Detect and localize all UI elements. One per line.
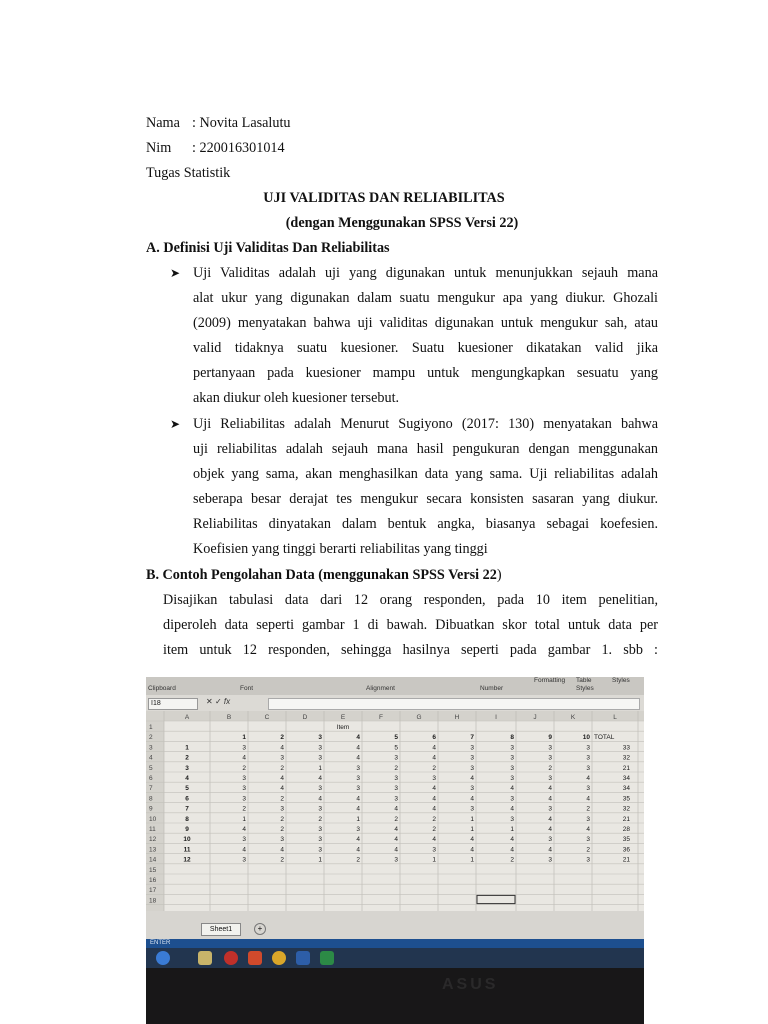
data-cell: 3 <box>242 744 246 752</box>
item-header: 1 <box>242 734 246 742</box>
item-label: Item <box>336 724 350 731</box>
paragraph-line: diperoleh data seperti gambar 1 di bawah. Dibuatkan skor total untuk data per <box>163 617 658 633</box>
ribbon-group-styles: Styles <box>576 685 594 692</box>
row-number: 13 <box>149 846 157 854</box>
item-header: 3 <box>318 734 322 742</box>
row-number: 10 <box>149 815 157 823</box>
row-number: 4 <box>149 754 153 762</box>
data-cell: 3 <box>510 815 514 823</box>
add-sheet-icon[interactable]: + <box>254 923 266 935</box>
data-cell: 4 <box>394 826 398 833</box>
data-cell: 2 <box>432 764 436 772</box>
data-cell: 4 <box>280 775 284 782</box>
data-cell: 3 <box>318 846 322 854</box>
name-box[interactable]: I18 <box>148 698 198 710</box>
data-cell: 3 <box>394 775 398 782</box>
start-icon[interactable] <box>156 951 170 965</box>
data-cell: 4 <box>394 846 398 854</box>
data-cell: 4 <box>432 795 436 803</box>
total-cell: 34 <box>622 785 630 793</box>
data-cell: 2 <box>356 856 360 864</box>
data-cell: 4 <box>356 744 360 752</box>
data-cell: 3 <box>356 764 360 772</box>
column-header: I <box>495 714 497 721</box>
data-cell: 3 <box>470 805 474 813</box>
grid-canvas <box>146 711 644 911</box>
column-header: C <box>264 714 270 721</box>
section-b-heading-close: ) <box>496 567 502 583</box>
item-header: 7 <box>470 734 474 742</box>
column-header-band <box>146 711 644 721</box>
row-number: 17 <box>149 887 157 895</box>
data-cell: 2 <box>280 764 284 772</box>
formula-bar <box>146 695 644 711</box>
bullet1-line: (2009) menyatakan bahwa uji validitas digunakan untuk mengukur sah, atau <box>193 315 658 331</box>
data-cell: 3 <box>470 785 474 793</box>
fx-label[interactable]: fx <box>223 697 231 706</box>
data-cell: 1 <box>470 826 474 833</box>
row-number: 1 <box>149 724 153 731</box>
formula-buttons <box>206 697 230 706</box>
ribbon-top-formatting: Formatting <box>534 677 566 684</box>
data-cell: 3 <box>470 744 474 752</box>
data-cell: 2 <box>586 805 590 813</box>
row-number: 11 <box>149 826 156 833</box>
total-cell: 34 <box>622 775 630 782</box>
total-cell: 32 <box>622 805 630 813</box>
bullet2-line: Reliabilitas dinyatakan dalam bentuk angka, biasanya sebagai koefesien. <box>193 516 658 532</box>
data-cell: 3 <box>318 805 322 813</box>
column-header: G <box>416 714 422 721</box>
chrome-icon[interactable] <box>272 951 286 965</box>
laptop-bezel <box>146 968 644 1024</box>
row-number: 9 <box>149 805 153 813</box>
ribbon-group-font: Font <box>240 685 254 692</box>
row-number: 5 <box>149 764 153 772</box>
item-header: 6 <box>432 734 436 742</box>
cancel-icon[interactable]: ✕ <box>206 697 213 706</box>
data-cell: 2 <box>586 846 590 854</box>
nim-label: Nim <box>146 140 172 156</box>
data-cell: 3 <box>432 775 436 782</box>
respondent-number: 10 <box>183 836 191 844</box>
row-number: 12 <box>149 836 157 844</box>
paragraph-line: item untuk 12 responden, sehingga hasilnya seperti pada gambar 1. sbb : <box>163 642 658 658</box>
data-cell: 3 <box>548 744 552 752</box>
data-cell: 3 <box>510 775 514 782</box>
bullet2-line: Koefisien yang tinggi berarti reliabilitas yang tinggi <box>193 541 488 557</box>
row-number: 8 <box>149 795 153 803</box>
data-cell: 3 <box>548 775 552 782</box>
total-cell: 21 <box>622 856 630 864</box>
data-cell: 3 <box>318 826 322 833</box>
data-cell: 1 <box>318 764 322 772</box>
data-cell: 4 <box>432 754 436 762</box>
data-cell: 3 <box>510 744 514 752</box>
total-cell: 28 <box>622 826 630 833</box>
data-cell: 4 <box>586 775 590 782</box>
column-header: L <box>613 714 617 721</box>
data-cell: 2 <box>394 764 398 772</box>
bullet1-line: alat ukur yang digunakan dalam suatu mengukur apa yang diukur. Ghozali <box>193 290 658 306</box>
data-cell: 3 <box>394 795 398 803</box>
data-cell: 2 <box>432 815 436 823</box>
data-cell: 3 <box>318 754 322 762</box>
data-cell: 1 <box>318 856 322 864</box>
powerpoint-icon[interactable] <box>248 951 262 965</box>
column-header: D <box>302 714 308 721</box>
row-number: 14 <box>149 856 157 864</box>
opera-icon[interactable] <box>224 951 238 965</box>
data-cell: 1 <box>356 815 360 823</box>
data-cell: 4 <box>470 795 474 803</box>
data-cell: 2 <box>242 764 246 772</box>
total-cell: 32 <box>622 754 630 762</box>
data-cell: 4 <box>432 836 436 844</box>
data-cell: 4 <box>280 846 284 854</box>
document-title: UJI VALIDITAS DAN RELIABILITAS <box>263 190 505 206</box>
data-cell: 4 <box>548 846 552 854</box>
ribbon-group-alignment: Alignment <box>366 685 395 692</box>
row-number: 2 <box>149 734 153 742</box>
bullet1-line: valid tidaknya suatu kuesioner. Suatu kuesioner dikatakan valid jika <box>193 340 658 356</box>
respondent-number: 12 <box>183 856 191 864</box>
ribbon-group-number: Number <box>480 685 504 692</box>
data-cell: 2 <box>432 826 436 833</box>
respondent-number: 2 <box>185 754 189 762</box>
data-cell: 4 <box>548 795 552 803</box>
data-cell: 4 <box>356 846 360 854</box>
data-cell: 4 <box>394 836 398 844</box>
data-cell: 3 <box>394 785 398 793</box>
bullet1-line: Uji Validitas adalah uji yang digunakan untuk menunjukkan sejauh mana <box>193 265 658 281</box>
data-cell: 3 <box>432 846 436 854</box>
respondent-number: 11 <box>183 846 191 854</box>
data-cell: 3 <box>510 754 514 762</box>
folder-icon[interactable] <box>198 951 212 965</box>
column-header: A <box>184 714 190 721</box>
data-cell: 2 <box>510 856 514 864</box>
row-number: 7 <box>149 785 153 793</box>
data-cell: 4 <box>548 826 552 833</box>
ribbon-top-table: Table <box>576 677 592 684</box>
data-cell: 2 <box>280 815 284 823</box>
data-cell: 3 <box>318 744 322 752</box>
column-header: E <box>340 714 346 721</box>
row-number: 16 <box>149 877 157 884</box>
item-header: 2 <box>280 734 284 742</box>
respondent-number: 6 <box>185 795 189 803</box>
item-header: 4 <box>356 734 360 742</box>
item-header: 9 <box>548 734 552 742</box>
arrow-bullet-icon: ➤ <box>170 266 181 280</box>
data-cell: 1 <box>510 826 514 833</box>
data-cell: 2 <box>394 815 398 823</box>
word-icon[interactable] <box>296 951 310 965</box>
data-cell: 4 <box>510 785 514 793</box>
total-header: TOTAL <box>594 734 615 742</box>
data-cell: 4 <box>242 846 246 854</box>
total-cell: 33 <box>622 744 630 752</box>
data-cell: 1 <box>432 856 436 864</box>
data-cell: 4 <box>242 826 246 833</box>
data-cell: 4 <box>470 775 474 782</box>
column-header: F <box>379 714 383 721</box>
data-cell: 3 <box>280 836 284 844</box>
data-cell: 4 <box>586 826 590 833</box>
item-header: 8 <box>510 734 514 742</box>
document-subtitle: (dengan Menggunakan SPSS Versi 22) <box>285 215 519 231</box>
data-cell: 4 <box>586 795 590 803</box>
confirm-icon[interactable]: ✓ <box>214 697 222 706</box>
status-bar: ENTER <box>146 939 644 948</box>
brand-logo: ASUS <box>442 976 499 993</box>
column-header: B <box>226 714 232 721</box>
data-cell: 5 <box>394 744 398 752</box>
total-cell: 35 <box>622 795 630 803</box>
data-cell: 1 <box>470 815 474 823</box>
bullet1-line: pertanyaan pada kuesioner mampu untuk mengungkapkan sesuatu yang <box>193 365 658 381</box>
section-b-heading <box>146 567 502 584</box>
data-cell: 3 <box>510 795 514 803</box>
sheet-tab-bar <box>146 911 644 939</box>
data-cell: 3 <box>242 775 246 782</box>
data-cell: 2 <box>242 805 246 813</box>
data-cell: 3 <box>586 815 590 823</box>
data-cell: 4 <box>356 754 360 762</box>
data-cell: 3 <box>356 775 360 782</box>
total-cell: 35 <box>622 836 630 844</box>
data-cell: 1 <box>470 856 474 864</box>
data-cell: 4 <box>356 836 360 844</box>
bullet1-line: akan diukur oleh kuesioner tersebut. <box>193 390 400 406</box>
course-title: Tugas Statistik <box>146 165 231 181</box>
data-cell: 3 <box>548 836 552 844</box>
column-header: K <box>570 714 576 721</box>
data-cell: 3 <box>318 836 322 844</box>
data-cell: 3 <box>586 764 590 772</box>
respondent-number: 5 <box>185 785 189 793</box>
data-cell: 4 <box>432 785 436 793</box>
data-cell: 3 <box>510 764 514 772</box>
data-cell: 4 <box>548 815 552 823</box>
data-cell: 2 <box>280 826 284 833</box>
paragraph-line: Disajikan tabulasi data dari 12 orang responden, pada 10 item penelitian, <box>163 592 658 608</box>
bullet2-line: uji reliabilitas adalah sejauh mana hasil pengukuran dengan menggunakan <box>193 441 658 457</box>
data-cell: 3 <box>318 785 322 793</box>
data-cell: 3 <box>242 785 246 793</box>
excel-ribbon <box>146 677 644 695</box>
item-header: 10 <box>582 734 590 742</box>
column-header: J <box>533 714 537 721</box>
bullet2-line: seberapa besar derajat tes mengukur secara konsisten sasaran yang diukur. <box>193 491 658 507</box>
respondent-number: 8 <box>185 815 189 823</box>
data-cell: 4 <box>470 836 474 844</box>
data-cell: 3 <box>586 744 590 752</box>
total-cell: 21 <box>622 815 630 823</box>
arrow-bullet-icon: ➤ <box>170 417 181 431</box>
bullet2-line: objek yang sama, akan menghasilkan data yang sama. Uji reliabilitas adalah <box>193 466 658 482</box>
data-cell: 4 <box>242 754 246 762</box>
data-cell: 4 <box>318 795 322 803</box>
section-a-heading: A. Definisi Uji Validitas Dan Reliabilitas <box>146 240 390 256</box>
data-cell: 4 <box>510 836 514 844</box>
data-cell: 3 <box>394 856 398 864</box>
item-header: 5 <box>394 734 398 742</box>
row-number: 18 <box>149 897 157 905</box>
data-cell: 3 <box>470 764 474 772</box>
data-cell: 4 <box>356 805 360 813</box>
bullet2-line: Uji Reliabilitas adalah Menurut Sugiyono (2017: 130) menyatakan bahwa <box>193 416 658 432</box>
data-cell: 4 <box>470 846 474 854</box>
sheet-tab[interactable]: Sheet1 <box>201 923 241 936</box>
data-cell: 4 <box>432 744 436 752</box>
excel-icon[interactable] <box>320 951 334 965</box>
respondent-number: 1 <box>185 744 189 752</box>
section-b-heading-text: B. Contoh Pengolahan Data (menggunakan SPSS Versi 22 <box>146 567 497 583</box>
spreadsheet-grid[interactable] <box>146 711 644 911</box>
data-cell: 3 <box>548 754 552 762</box>
data-cell: 4 <box>394 805 398 813</box>
formula-input[interactable] <box>268 698 640 710</box>
data-cell: 4 <box>318 775 322 782</box>
row-number: 3 <box>149 744 153 752</box>
data-cell: 1 <box>242 815 246 823</box>
selected-cell <box>477 895 515 903</box>
respondent-number: 9 <box>185 826 189 833</box>
data-cell: 3 <box>586 836 590 844</box>
data-cell: 3 <box>586 754 590 762</box>
data-cell: 3 <box>470 754 474 762</box>
data-cell: 3 <box>280 805 284 813</box>
total-cell: 21 <box>622 764 630 772</box>
spreadsheet-photo <box>146 677 644 1024</box>
nama-value: : Novita Lasalutu <box>192 115 291 131</box>
data-cell: 3 <box>356 785 360 793</box>
windows-taskbar <box>146 948 644 968</box>
row-number: 6 <box>149 775 153 782</box>
respondent-number: 3 <box>185 764 189 772</box>
ribbon-top-styles: Styles <box>612 677 630 684</box>
row-number: 15 <box>149 866 157 874</box>
data-cell: 3 <box>242 856 246 864</box>
data-cell: 3 <box>548 805 552 813</box>
data-cell: 2 <box>548 764 552 772</box>
data-cell: 4 <box>548 785 552 793</box>
data-cell: 4 <box>280 785 284 793</box>
data-cell: 3 <box>242 836 246 844</box>
data-cell: 2 <box>280 795 284 803</box>
data-cell: 4 <box>510 805 514 813</box>
total-cell: 36 <box>622 846 630 854</box>
respondent-number: 7 <box>185 805 189 813</box>
data-cell: 3 <box>586 785 590 793</box>
nim-value: : 220016301014 <box>192 140 285 156</box>
data-cell: 4 <box>510 846 514 854</box>
data-cell: 4 <box>356 795 360 803</box>
data-cell: 4 <box>280 744 284 752</box>
data-cell: 3 <box>586 856 590 864</box>
data-cell: 2 <box>280 856 284 864</box>
data-cell: 4 <box>432 805 436 813</box>
respondent-number: 4 <box>185 775 189 782</box>
ribbon-group-clipboard: Clipboard <box>148 685 176 692</box>
data-cell: 3 <box>548 856 552 864</box>
data-cell: 3 <box>242 795 246 803</box>
data-cell: 2 <box>318 815 322 823</box>
nama-label: Nama <box>146 115 180 131</box>
column-header: H <box>454 714 460 721</box>
data-cell: 3 <box>356 826 360 833</box>
data-cell: 3 <box>280 754 284 762</box>
data-cell: 3 <box>394 754 398 762</box>
